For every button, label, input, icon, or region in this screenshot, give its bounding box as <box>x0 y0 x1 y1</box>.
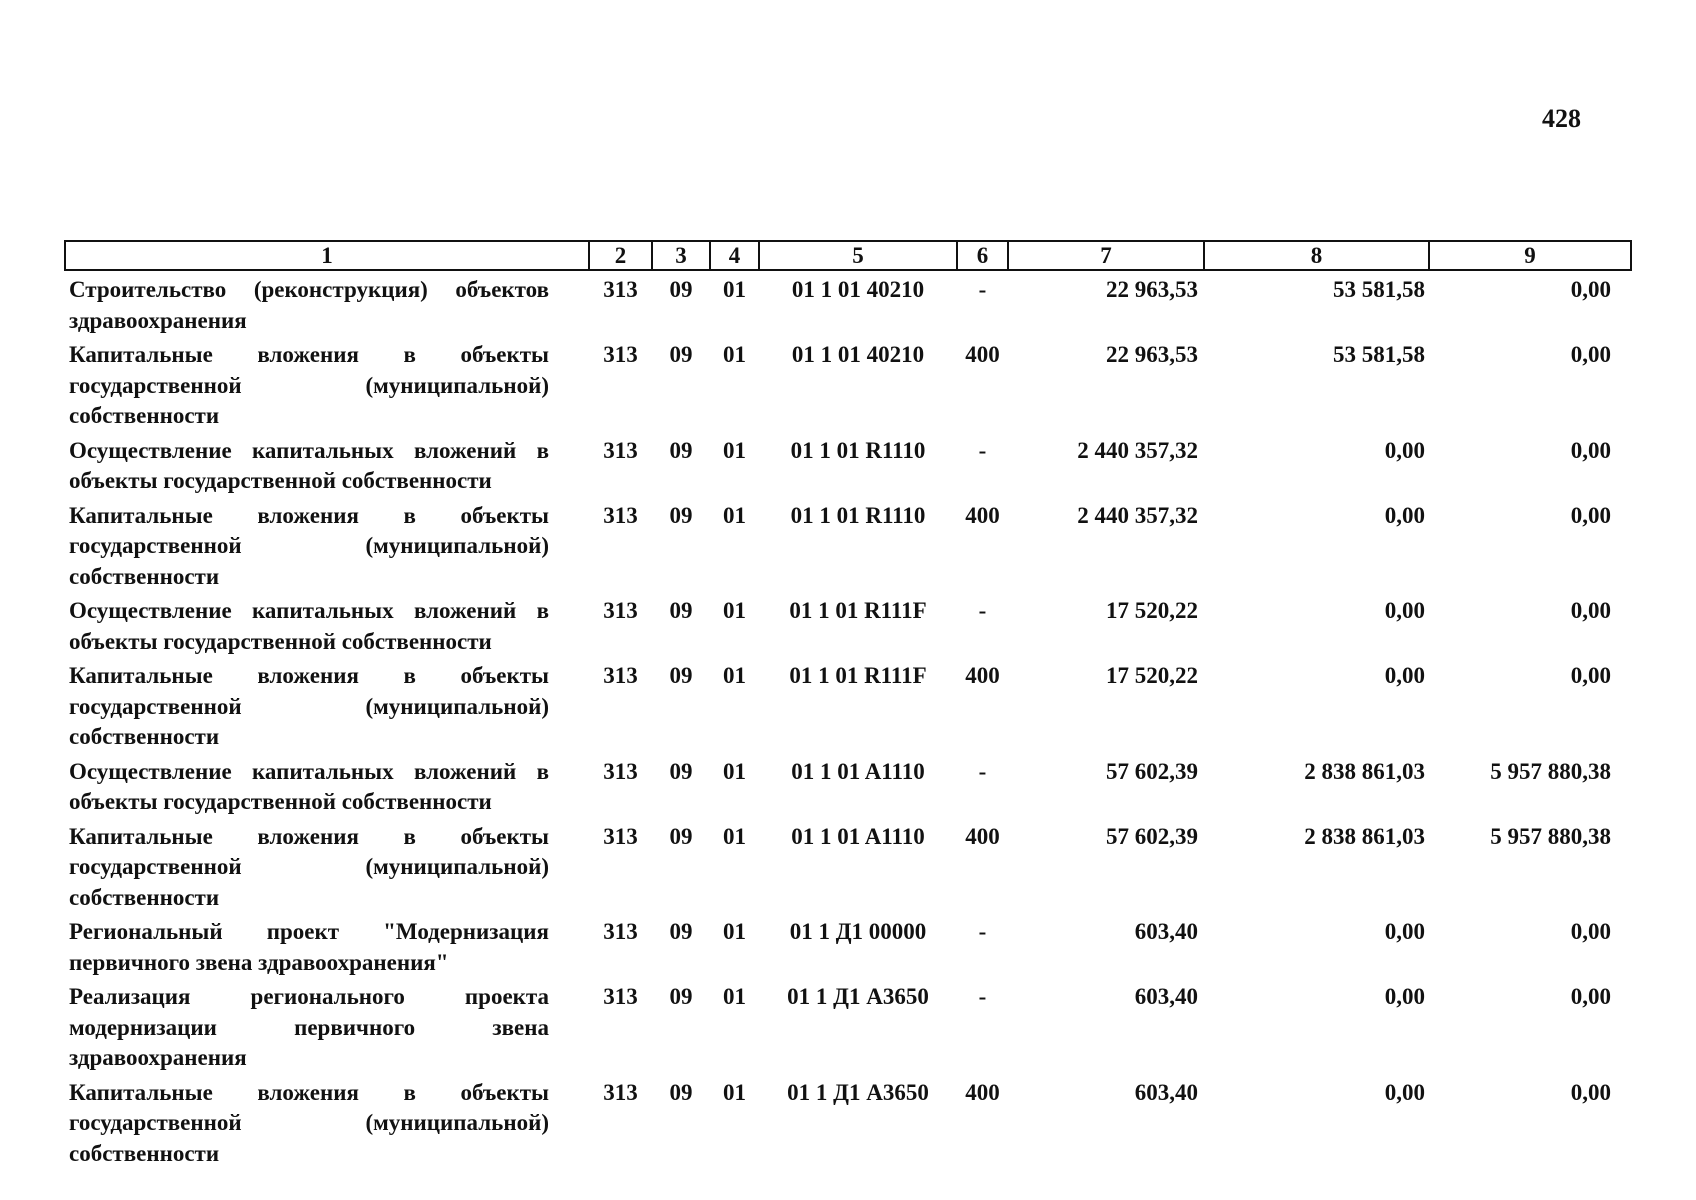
row-name: Капитальные вложения в объекты государственной (муниципальной) собственности <box>69 663 549 749</box>
cell-col5: 01 1 01 R111F <box>789 598 927 623</box>
cell-col3: 09 <box>669 758 693 784</box>
cell-col7: 17 520,22 <box>1106 663 1198 688</box>
table-body <box>65 270 1631 1169</box>
cell-col8: 53 581,58 <box>1333 277 1425 302</box>
page-number: 428 <box>1542 104 1581 133</box>
cell-col6: 400 <box>965 1079 1000 1105</box>
column-header-2: 2 <box>589 241 652 270</box>
row-name: Капитальные вложения в объекты государственной (муниципальной) собственности <box>69 1079 549 1166</box>
cell-col7: 603,40 <box>1134 919 1198 944</box>
cell-col6: 400 <box>965 342 1000 367</box>
cell-col5: 01 1 Д1 A3650 <box>787 1079 929 1105</box>
row-name: Осуществление капитальных вложений в объекты государственной собственности <box>69 437 549 493</box>
cell-col9: 0,00 <box>1570 342 1611 367</box>
cell-col8: 2 838 861,03 <box>1304 758 1425 784</box>
column-header-3: 3 <box>652 241 710 270</box>
column-header-8: 8 <box>1204 241 1429 270</box>
cell-col9: 0,00 <box>1570 502 1611 528</box>
cell-col7: 17 520,22 <box>1106 598 1198 623</box>
cell-col3: 09 <box>669 437 693 463</box>
cell-col2: 313 <box>603 823 638 849</box>
cell-col2: 313 <box>603 919 638 944</box>
table-row <box>65 432 1631 497</box>
cell-col5: 01 1 01 A1110 <box>791 758 925 784</box>
cell-col4: 01 <box>723 437 746 463</box>
cell-col4: 01 <box>723 1079 746 1105</box>
cell-col5: 01 1 01 R111F <box>789 663 927 688</box>
cell-col2: 313 <box>603 598 638 623</box>
cell-col9: 5 957 880,38 <box>1490 758 1611 784</box>
table-row <box>65 497 1631 593</box>
cell-col3: 09 <box>669 663 693 688</box>
column-header-7: 7 <box>1008 241 1204 270</box>
table-row <box>65 913 1631 978</box>
cell-col6: - <box>978 277 987 302</box>
cell-col8: 0,00 <box>1384 502 1425 528</box>
cell-col5: 01 1 Д1 A3650 <box>787 984 929 1009</box>
cell-col5: 01 1 Д1 00000 <box>789 919 927 944</box>
cell-col3: 09 <box>669 823 693 849</box>
cell-col5: 01 1 01 40210 <box>791 342 925 367</box>
cell-col2: 313 <box>603 277 638 302</box>
budget-table <box>64 240 1632 1169</box>
cell-col6: - <box>978 598 987 623</box>
cell-col7: 2 440 357,32 <box>1077 437 1198 463</box>
cell-col4: 01 <box>723 277 746 302</box>
cell-col5: 01 1 01 R1110 <box>790 502 926 528</box>
cell-col6: - <box>978 984 987 1009</box>
cell-col9: 0,00 <box>1570 1079 1611 1105</box>
cell-col2: 313 <box>603 663 638 688</box>
table-row <box>65 978 1631 1074</box>
row-name: Осуществление капитальных вложений в объекты государственной собственности <box>69 758 549 814</box>
table-row <box>65 753 1631 818</box>
cell-col4: 01 <box>723 502 746 528</box>
column-header-4: 4 <box>710 241 759 270</box>
cell-col9: 0,00 <box>1570 437 1611 463</box>
cell-col9: 0,00 <box>1570 277 1611 302</box>
cell-col6: 400 <box>965 663 1000 688</box>
cell-col8: 53 581,58 <box>1333 342 1425 367</box>
cell-col3: 09 <box>669 277 693 302</box>
column-header-6: 6 <box>957 241 1008 270</box>
cell-col3: 09 <box>669 1079 693 1105</box>
header-row <box>65 241 1631 270</box>
cell-col8: 0,00 <box>1384 984 1425 1009</box>
cell-col4: 01 <box>723 919 746 944</box>
cell-col3: 09 <box>669 502 693 528</box>
column-header-5: 5 <box>759 241 957 270</box>
table-row <box>65 336 1631 432</box>
cell-col3: 09 <box>669 919 693 944</box>
table-row <box>65 818 1631 914</box>
table-row <box>65 657 1631 753</box>
cell-col8: 2 838 861,03 <box>1304 823 1425 849</box>
column-header-1: 1 <box>65 241 589 270</box>
cell-col8: 0,00 <box>1384 663 1425 688</box>
cell-col6: - <box>978 758 987 784</box>
cell-col7: 2 440 357,32 <box>1077 502 1198 528</box>
cell-col4: 01 <box>723 598 746 623</box>
cell-col9: 5 957 880,38 <box>1490 823 1611 849</box>
cell-col7: 603,40 <box>1134 984 1198 1009</box>
row-name: Капитальные вложения в объекты государственной (муниципальной) собственности <box>69 342 549 428</box>
cell-col6: 400 <box>965 502 1000 528</box>
table-row <box>65 592 1631 657</box>
cell-col9: 0,00 <box>1570 598 1611 623</box>
cell-col7: 57 602,39 <box>1106 823 1198 849</box>
cell-col8: 0,00 <box>1384 598 1425 623</box>
cell-col2: 313 <box>603 342 638 367</box>
cell-col3: 09 <box>669 984 693 1009</box>
cell-col7: 57 602,39 <box>1106 758 1198 784</box>
cell-col7: 603,40 <box>1134 1079 1198 1105</box>
table-header <box>65 241 1631 270</box>
row-name: Строительство (реконструкция) объектов здравоохранения <box>69 277 549 333</box>
cell-col7: 22 963,53 <box>1106 277 1198 302</box>
cell-col4: 01 <box>723 758 746 784</box>
cell-col5: 01 1 01 40210 <box>791 277 925 302</box>
cell-col7: 22 963,53 <box>1106 342 1198 367</box>
cell-col6: - <box>978 437 987 463</box>
table-row <box>65 270 1631 336</box>
cell-col2: 313 <box>603 1079 638 1105</box>
cell-col4: 01 <box>723 663 746 688</box>
cell-col9: 0,00 <box>1570 663 1611 688</box>
row-name: Реализация регионального проекта модернизации первичного звена здравоохранения <box>69 984 549 1070</box>
row-name: Региональный проект "Модернизация первичного звена здравоохранения" <box>69 919 549 975</box>
cell-col8: 0,00 <box>1384 919 1425 944</box>
cell-col3: 09 <box>669 598 693 623</box>
cell-col4: 01 <box>723 823 746 849</box>
cell-col4: 01 <box>723 342 746 367</box>
cell-col2: 313 <box>603 984 638 1009</box>
cell-col4: 01 <box>723 984 746 1009</box>
row-name: Капитальные вложения в объекты государственной (муниципальной) собственности <box>69 823 549 910</box>
column-header-9: 9 <box>1429 241 1631 270</box>
table-row <box>65 1074 1631 1170</box>
cell-col8: 0,00 <box>1384 1079 1425 1105</box>
cell-col6: - <box>978 919 987 944</box>
row-name: Осуществление капитальных вложений в объекты государственной собственности <box>69 598 549 654</box>
cell-col9: 0,00 <box>1570 984 1611 1009</box>
cell-col6: 400 <box>965 823 1000 849</box>
row-name: Капитальные вложения в объекты государственной (муниципальной) собственности <box>69 502 549 589</box>
cell-col2: 313 <box>603 437 638 463</box>
cell-col5: 01 1 01 A1110 <box>791 823 925 849</box>
cell-col2: 313 <box>603 758 638 784</box>
cell-col2: 313 <box>603 502 638 528</box>
cell-col8: 0,00 <box>1384 437 1425 463</box>
cell-col3: 09 <box>669 342 693 367</box>
cell-col9: 0,00 <box>1570 919 1611 944</box>
cell-col5: 01 1 01 R1110 <box>790 437 926 463</box>
